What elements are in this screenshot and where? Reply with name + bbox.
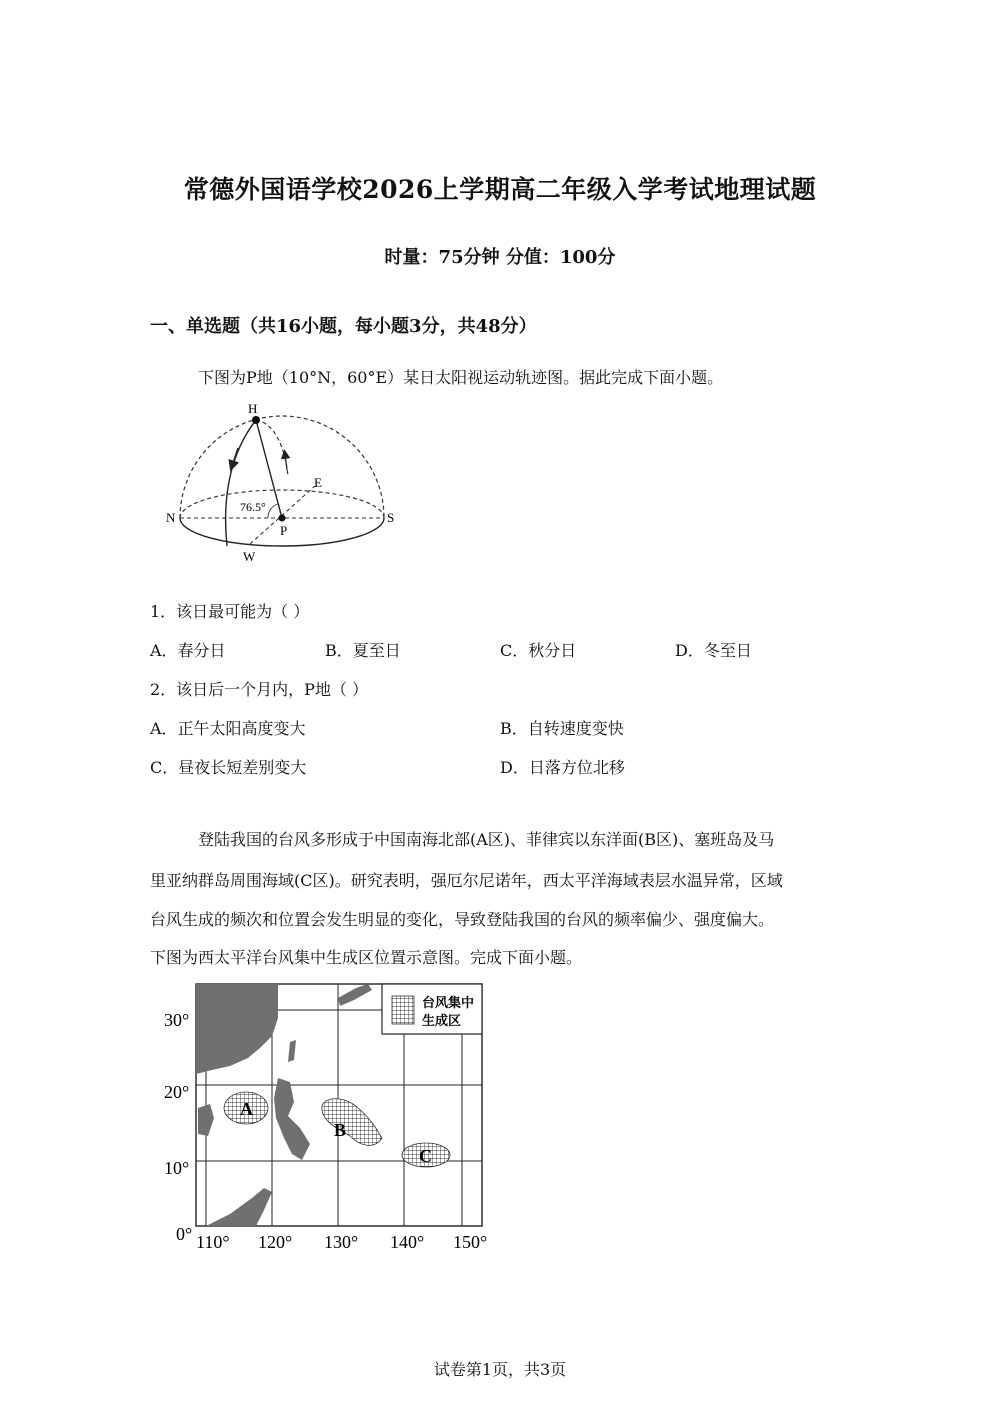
exam-meta: 时量：75分钟 分值：100分 bbox=[384, 247, 616, 268]
typhoon-region-map bbox=[160, 978, 500, 1253]
page-footer: 试卷第1页，共3页 bbox=[433, 1360, 567, 1379]
region-B-label: B bbox=[334, 1120, 347, 1140]
intro-paragraph-1: 下图为P地（10°N，60°E）某日太阳视运动轨迹图。据此完成下面小题。 bbox=[198, 368, 724, 387]
label-W: W bbox=[243, 549, 256, 564]
question-1-stem: 1．该日最可能为（ ） bbox=[150, 602, 310, 621]
question-2-stem: 2．该日后一个月内，P地（ ） bbox=[150, 680, 369, 699]
region-A-label: A bbox=[240, 1099, 253, 1119]
legend-line-2: 生成区 bbox=[422, 1013, 462, 1028]
intro2-line-2: 里亚纳群岛周围海域(C区)。研究表明，强厄尔尼诺年，西太平洋海域表层水温异常，区域 bbox=[150, 871, 783, 890]
exam-title: 常德外国语学校2026上学期高二年级入学考试地理试题 bbox=[183, 175, 817, 204]
sun-path-diagram bbox=[160, 398, 410, 568]
lat-label-30: 30° bbox=[164, 1010, 190, 1030]
lat-label-10: 10° bbox=[164, 1158, 190, 1178]
intro2-line-4: 下图为西太平洋台风集中生成区位置示意图。完成下面小题。 bbox=[150, 948, 583, 967]
q1-option-c[interactable]: C．秋分日 bbox=[500, 641, 577, 660]
label-angle: 76.5° bbox=[240, 500, 266, 514]
lon-label-110: 110° bbox=[196, 1232, 230, 1252]
q1-option-d[interactable]: D．冬至日 bbox=[675, 641, 752, 660]
intro2-line-3: 台风生成的频次和位置会发生明显的变化，导致登陆我国的台风的频率偏少、强度偏大。 bbox=[150, 910, 775, 929]
lon-label-150: 150° bbox=[453, 1232, 488, 1252]
q2-option-a[interactable]: A．正午太阳高度变大 bbox=[150, 719, 306, 738]
label-S: S bbox=[387, 510, 395, 525]
q2-option-c[interactable]: C．昼夜长短差别变大 bbox=[150, 758, 307, 777]
q1-option-a[interactable]: A．春分日 bbox=[150, 641, 226, 660]
intro2-line-1: 登陆我国的台风多形成于中国南海北部(A区)、菲律宾以东洋面(B区)、塞班岛及马 bbox=[198, 830, 775, 849]
q2-option-b[interactable]: B．自转速度变快 bbox=[500, 719, 624, 738]
q2-option-d[interactable]: D．日落方位北移 bbox=[500, 758, 625, 777]
label-E: E bbox=[314, 475, 322, 490]
legend-line-1: 台风集中 bbox=[422, 995, 475, 1010]
label-N: N bbox=[166, 510, 176, 525]
region-C-label: C bbox=[419, 1146, 432, 1166]
lon-label-130: 130° bbox=[324, 1232, 359, 1252]
label-H: H bbox=[248, 401, 258, 416]
lon-label-120: 120° bbox=[258, 1232, 293, 1252]
lon-label-140: 140° bbox=[390, 1232, 425, 1252]
lat-label-20: 20° bbox=[164, 1082, 190, 1102]
q1-option-b[interactable]: B．夏至日 bbox=[325, 641, 401, 660]
lat-label-0: 0° bbox=[176, 1224, 193, 1244]
section-heading: 一、单选题（共16小题，每小题3分，共48分） bbox=[150, 316, 537, 337]
label-P: P bbox=[280, 523, 288, 538]
